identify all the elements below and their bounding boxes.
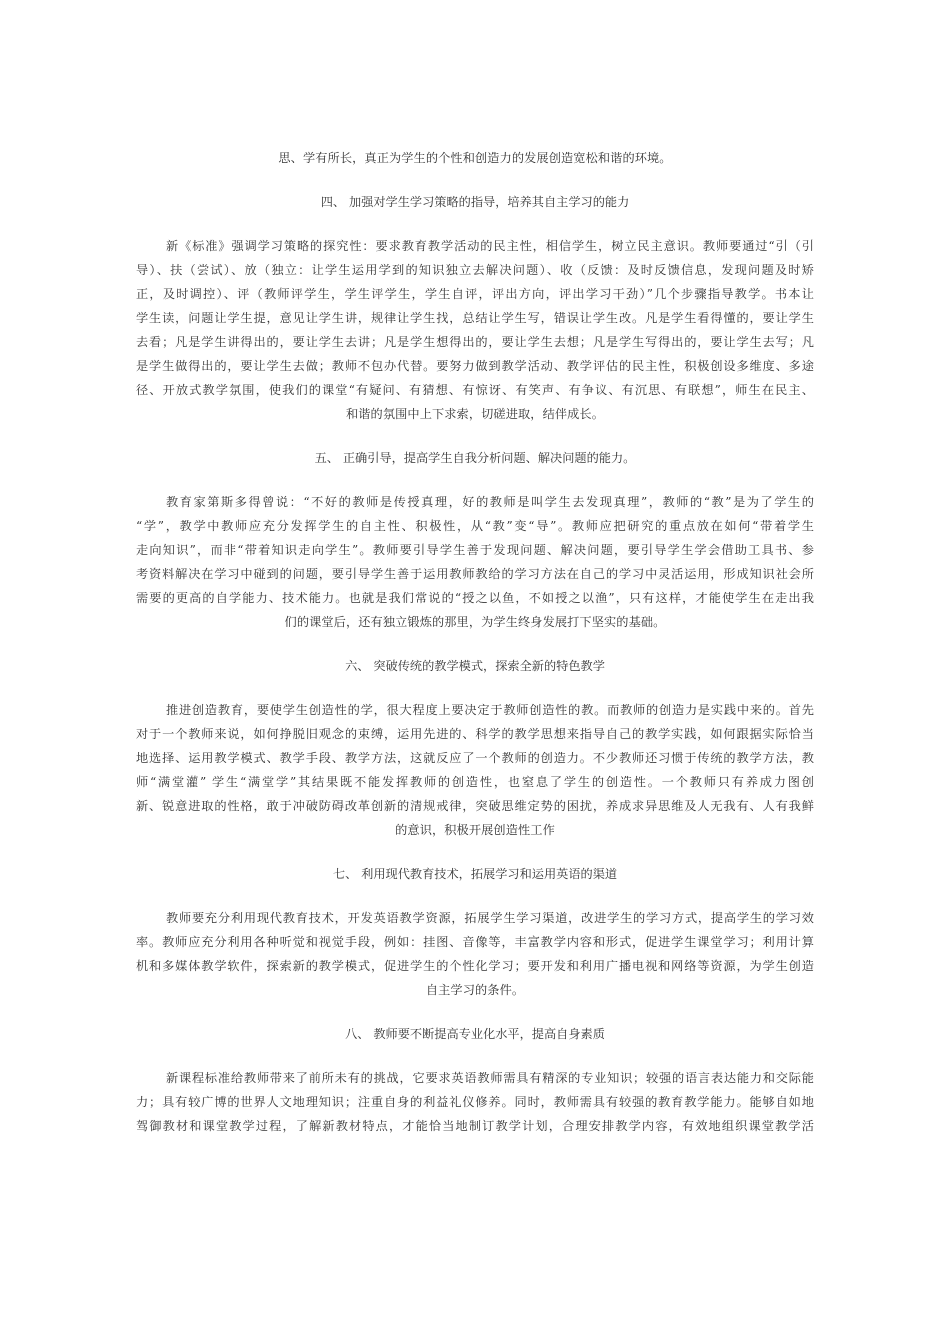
text-line: 教师要充分利用现代教育技术，开发英语教学资源，拓展学生学习渠道，改进学生的学习方式，提高学生的学习效 <box>166 911 814 925</box>
text-line: 的意识，积极开展创造性工作 <box>395 823 555 837</box>
text-line: 和谐的氛围中上下求索，切磋进取，结伴成长。 <box>345 407 605 421</box>
paragraph <box>136 234 814 426</box>
text-line: 们的课堂后，还有独立锻炼的那里，为学生终身发展打下坚实的基础。 <box>284 615 666 629</box>
section-heading: 七、 利用现代教育技术，拓展学习和运用英语的渠道 <box>332 867 618 881</box>
section-heading: 五、 正确引导，提高学生自我分析问题、解决问题的能力。 <box>314 451 636 465</box>
text-line: 学生读，问题让学生提，意见让学生讲，规律让学生找，总结让学生写，错误让学生改。凡是学生看得懂的，要让学生 <box>136 311 814 325</box>
spacer <box>136 426 814 446</box>
text-line: 地选择、运用教学模式、教学手段、教学方法，这就反应了一个教师的创造力。不少教师还习惯于传统的教学方法，教 <box>136 751 814 765</box>
text-line: 需要的更高的自学能力、技术能力。也就是我们常说的“授之以鱼，不如授之以渔”，只有这样，才能使学生在走出我 <box>136 591 814 605</box>
document-page <box>136 146 814 1138</box>
spacer <box>136 634 814 654</box>
text-line: 师“满堂灌” 学生“满堂学”其结果既不能发挥教师的创造性，也窒息了学生的创造性。一个教师只有养成力图创 <box>136 775 814 789</box>
text-line: 径、开放式教学氛围，使我们的课堂“有疑问、有猜想、有惊讶、有笑声、有争议、有沉思、有联想”，师生在民主、 <box>136 383 814 397</box>
text-line: 率。教师应充分利用各种听觉和视觉手段，例如：挂图、音像等，丰富教学内容和形式，促进学生课堂学习；利用计算 <box>136 935 814 949</box>
section-heading: 四、 加强对学生学习策略的指导，培养其自主学习的能力 <box>320 195 630 209</box>
section-heading: 六、 突破传统的教学模式，探索全新的特色教学 <box>345 659 605 673</box>
spacer <box>136 470 814 490</box>
text-line: 对于一个教师来说，如何挣脱旧观念的束缚，运用先进的、科学的教学思想来指导自己的教学实践，如何跟据实际恰当 <box>136 727 814 741</box>
spacer <box>136 170 814 190</box>
text-line: 新课程标准给教师带来了前所未有的挑战，它要求英语教师需具有精深的专业知识；较强的语言表达能力和交际能 <box>166 1071 814 1085</box>
text-line: 新、锐意进取的性格，敢于冲破防碍改革创新的清规戒律，突破思维定势的困扰，养成求异思维及人无我有、人有我鲜 <box>136 799 814 813</box>
text-line: 去看；凡是学生讲得出的，要让学生去讲；凡是学生想得出的，要让学生去想；凡是学生写得出的，要让学生去写；凡 <box>136 335 814 349</box>
text-line: 是学生做得出的，要让学生去做；教师不包办代替。要努力做到教学活动、教学评估的民主性，积极创设多维度、多途 <box>136 359 814 373</box>
text-line: “学”，教学中教师应充分发挥学生的自主性、积极性，从“教”变“导”。教师应把研究的重点放在如何“带着学生 <box>136 519 814 533</box>
text-line: 自主学习的条件。 <box>425 983 525 997</box>
text-line: 导）、扶（尝试）、放（独立：让学生运用学到的知识独立去解决问题）、收（反馈：及时反馈信息，发现问题及时矫 <box>136 263 814 277</box>
text-line: 思、学有所长，真正为学生的个性和创造力的发展创造宽松和谐的环境。 <box>278 151 672 165</box>
text-line: 推进创造教育，要使学生创造性的学，很大程度上要决定于教师创造性的教。而教师的创造力是实践中来的。首先 <box>166 703 814 717</box>
text-line: 新《标准》强调学习策略的探究性：要求教育教学活动的民主性，相信学生，树立民主意识。教师要通过“引（引 <box>166 239 814 253</box>
paragraph <box>136 906 814 1002</box>
spacer <box>136 678 814 698</box>
text-line: 驾御教材和课堂教学过程，了解新教材特点，才能恰当地制订教学计划，合理安排教学内容，有效地组织课堂教学活 <box>136 1119 814 1133</box>
spacer <box>136 842 814 862</box>
text-line: 走向知识”，而非“带着知识走向学生”。教师要引导学生善于发现问题、解决问题，要引导学生学会借助工具书、参 <box>136 543 814 557</box>
text-line: 力；具有较广博的世界人文地理知识；注重自身的利益礼仪修养。同时，教师需具有较强的教育教学能力。能够自如地 <box>136 1095 814 1109</box>
paragraph <box>136 490 814 634</box>
text-line: 正，及时调控）、评（教师评学生，学生评学生，学生自评，评出方向，评出学习干劲）”几个步骤指导教学。书本让 <box>136 287 814 301</box>
paragraph <box>136 698 814 842</box>
section-heading: 八、 教师要不断提高专业化水平，提高自身素质 <box>345 1027 605 1041</box>
spacer <box>136 214 814 234</box>
text-line: 教育家第斯多得曾说：“不好的教师是传授真理，好的教师是叫学生去发现真理”，教师的“教”是为了学生的 <box>166 495 814 509</box>
text-line: 机和多媒体教学软件，探索新的教学模式，促进学生的个性化学习；要开发和利用广播电视和网络等资源，为学生创造 <box>136 959 814 973</box>
spacer <box>136 886 814 906</box>
text-line: 考资料解决在学习中碰到的问题，要引导学生善于运用教师教给的学习方法在自己的学习中灵活运用，形成知识社会所 <box>136 567 814 581</box>
paragraph <box>136 146 814 170</box>
paragraph <box>136 1066 814 1138</box>
spacer <box>136 1002 814 1022</box>
spacer <box>136 1046 814 1066</box>
